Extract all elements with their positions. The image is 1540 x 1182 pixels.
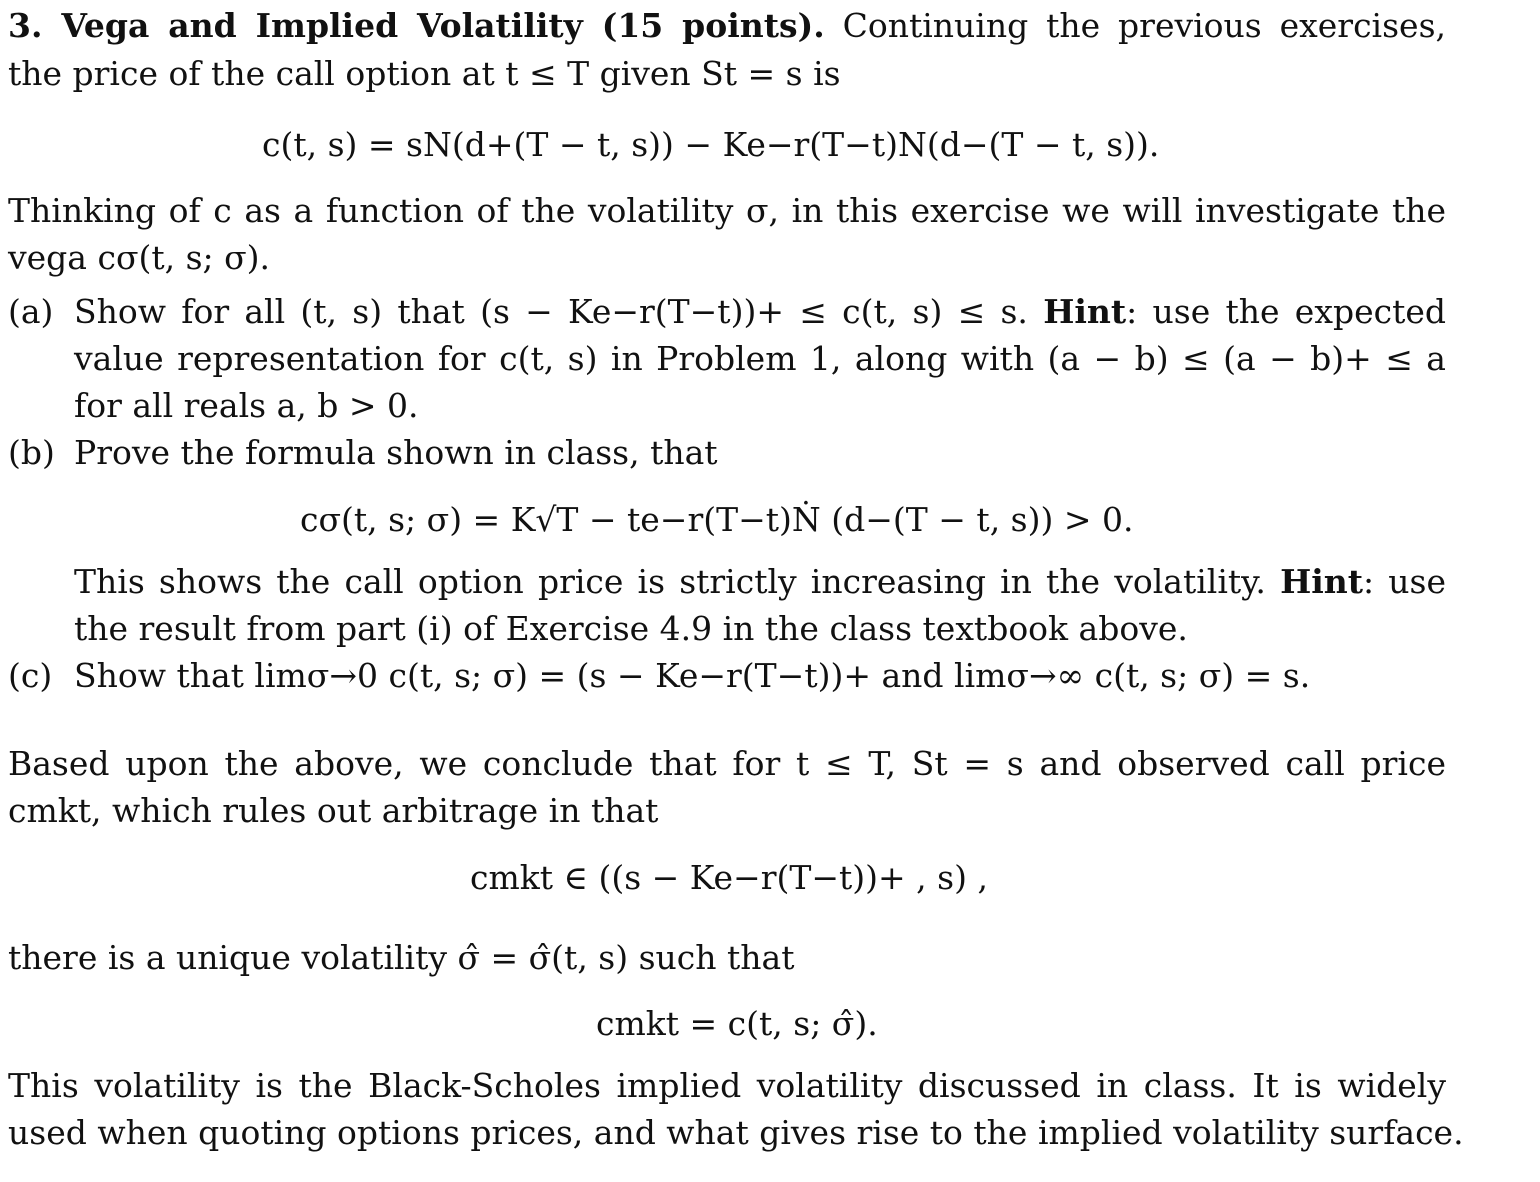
conclusion-line-5: used when quoting options prices, and what gives rise to the implied volatility surface.	[8, 1113, 1464, 1152]
part-b-label: (b)	[8, 433, 55, 472]
part-a-hint-text: : use the expected	[1126, 292, 1446, 331]
part-b-hint-label: Hint	[1280, 562, 1364, 601]
vega-equation: cσ(t, s; σ) = K√T − te−r(T−t)Ṅ (d−(T − t, s)) > 0.	[300, 500, 1134, 539]
part-a-statement: Show for all (t, s) that (s − Ke−r(T−t))+ ≤ c(t, s) ≤ s.	[74, 292, 1028, 331]
part-b-hint-text: : use	[1363, 562, 1446, 601]
intro-line-2: vega cσ(t, s; σ).	[8, 238, 271, 277]
part-a-line-1	[74, 292, 1446, 332]
section-title: 3. Vega and Implied Volatility (15 points).	[8, 6, 825, 45]
conclusion-line-1: Based upon the above, we conclude that for t ≤ T, St = s and observed call price	[8, 744, 1446, 783]
part-b-statement: This shows the call option price is strictly increasing in the volatility.	[74, 562, 1266, 601]
part-a-line-3: for all reals a, b > 0.	[74, 386, 419, 425]
part-b-line-1: Prove the formula shown in class, that	[74, 433, 718, 472]
implied-volatility-equation: cmkt = c(t, s; σ̂).	[596, 1004, 878, 1043]
header-line-2: the price of the call option at t ≤ T given St = s is	[8, 54, 841, 93]
part-b-line-3: the result from part (i) of Exercise 4.9 in the class textbook above.	[74, 609, 1188, 648]
part-c-line-1: Show that limσ→0 c(t, s; σ) = (s − Ke−r(T−t))+ and limσ→∞ c(t, s; σ) = s.	[74, 656, 1311, 695]
no-arbitrage-interval-equation: cmkt ∈ ((s − Ke−r(T−t))+ , s) ,	[470, 858, 988, 897]
header-line-1	[8, 6, 1446, 46]
part-b-line-2	[74, 562, 1446, 602]
part-a-line-2: value representation for c(t, s) in Problem 1, along with (a − b) ≤ (a − b)+ ≤ a	[74, 339, 1446, 378]
call-price-equation: c(t, s) = sN(d+(T − t, s)) − Ke−r(T−t)N(d−(T − t, s)).	[262, 125, 1160, 164]
conclusion-line-3: there is a unique volatility σ̂ = σ̂(t, s) such that	[8, 938, 795, 977]
header-intro: Continuing the previous exercises,	[842, 6, 1446, 45]
part-a-label: (a)	[8, 292, 54, 331]
part-a-hint-label: Hint	[1043, 292, 1127, 331]
conclusion-line-4: This volatility is the Black-Scholes implied volatility discussed in class. It is widely	[8, 1066, 1446, 1105]
intro-line-1: Thinking of c as a function of the volatility σ, in this exercise we will investigate the	[8, 191, 1446, 230]
conclusion-line-2: cmkt, which rules out arbitrage in that	[8, 791, 659, 830]
part-c-label: (c)	[8, 656, 53, 695]
